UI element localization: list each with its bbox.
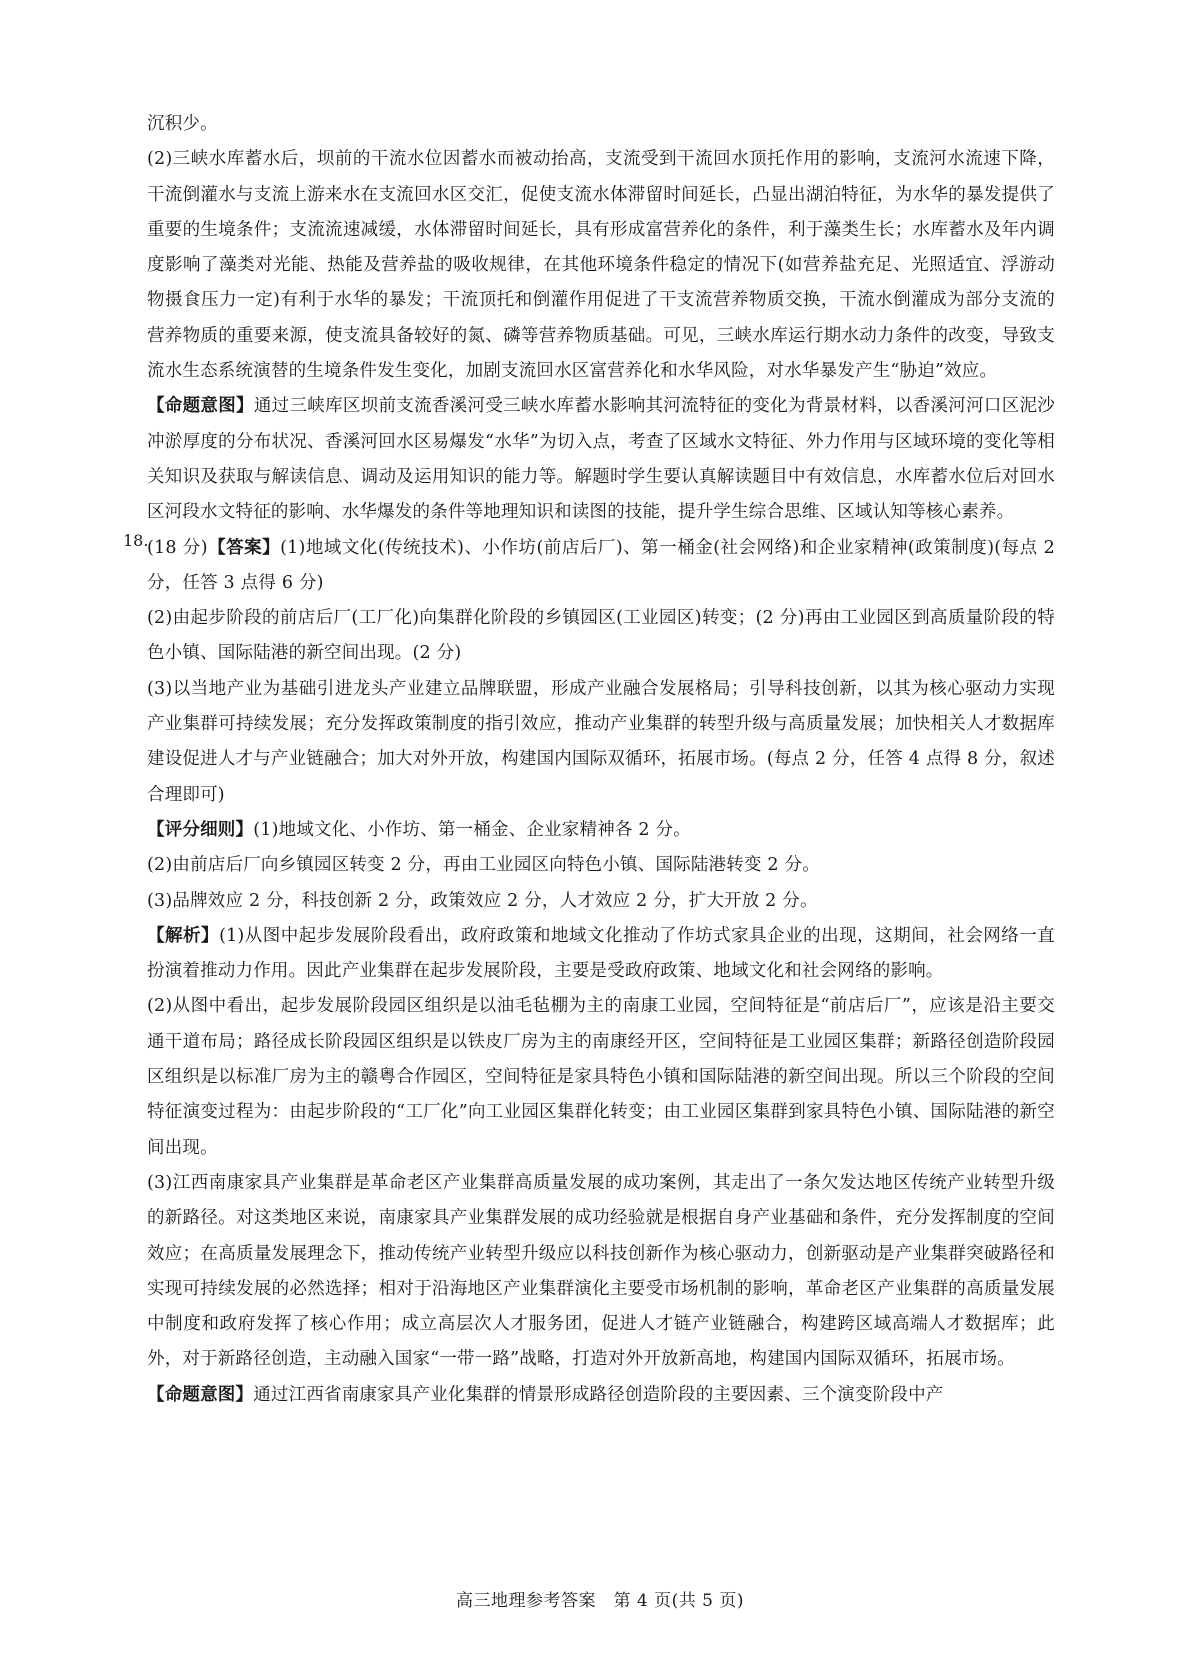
- grading-tag: 【评分细则】: [147, 819, 254, 840]
- intent-text: 通过三峡库区坝前支流香溪河受三峡水库蓄水影响其河流特征的变化为背景材料，以香溪河河口区泥沙冲淤厚度的分布状况、香溪河回水区易爆发“水华”为切入点，考查了区域水文特征、外力作用与区域环境的变化等相关知识及获取与解读信息、调动及运用知识的能力等。解题时学生要认真解读题目中有效信息，水库蓄水位后对回水区河段水文特征的影响、水华爆发的条件等地理知识和读图的技能，提升学生综合思维、区域认知等核心素养。: [147, 396, 1056, 523]
- answer-part2: (2)由起步阶段的前店后厂(工厂化)向集群化阶段的乡镇园区(工业园区)转变；(2 分)再由工业园区到高质量阶段的特色小镇、国际陆港的新空间出现。(2 分): [147, 608, 1055, 664]
- answer-page-body: [123, 107, 1056, 1413]
- grading-line-1: [147, 813, 1055, 848]
- answer-part1: [147, 531, 1055, 602]
- score-label: (18 分): [147, 537, 208, 558]
- paragraph-q17-part2: (2)三峡水库蓄水后，坝前的干流水位因蓄水而被动抬高，支流受到干流回水顶托作用的影响，支流河水流速下降，干流倒灌水与支流上游来水在支流回水区交汇，促使支流水体滞留时间延长，凸显出湖泊特征，为水华的暴发提供了重要的生境条件；支流流速减缓，水体滞留时间延长，具有形成富营养化的条件，利于藻类生长；水库蓄水及年内调度影响了藻类对光能、热能及营养盐的吸收规律，在其他环境条件稳定的情况下(如营养盐充足、光照适宜、浮游动物摄食压力一定)有利于水华的暴发；干流顶托和倒灌作用促进了干支流营养物质交换，干流水倒灌成为部分支流的营养物质的重要来源，使支流具备较好的氮、磷等营养物质基础。可见，三峡水库运行期水动力条件的改变，导致支流水生态系统演替的生境条件发生变化，加剧支流回水区富营养化和水华风险，对水华暴发产生“胁迫”效应。: [147, 149, 1055, 382]
- grading-text-1: (1)地域文化、小作坊、第一桶金、企业家精神各 2 分。: [253, 819, 691, 840]
- answer-text-1: (1)地域文化(传统技术)、小作坊(前店后厂)、第一桶金(社会网络)和企业家精神(政策制度)(每点 2 分，任答 3 点得 6 分): [147, 537, 1055, 593]
- analysis-part2: (2)从图中看出，起步发展阶段园区组织是以油毛毡棚为主的南康工业园，空间特征是“前店后厂”，应该是沿主要交通干道布局；路径成长阶段园区组织是以铁皮厂房为主的南康经开区，空间特征是工业园区集群；新路径创造阶段园区组织是以标准厂房为主的赣粤合作园区，空间特征是家具特色小镇和国际陆港的新空间出现。所以三个阶段的空间特征演变过程为：由起步阶段的“工厂化”向工业园区集群化转变；由工业园区集群到家具特色小镇、国际陆港的新空间出现。: [147, 996, 1055, 1158]
- intent-text-2: 通过江西省南康家具产业化集群的情景形成路径创造阶段的主要因素、三个演变阶段中产: [253, 1384, 944, 1405]
- page-footer: 高三地理参考答案 第 4 页(共 5 页): [455, 1591, 744, 1611]
- paragraph-q17-intent: [147, 389, 1055, 530]
- intent-tag-2: 【命题意图】: [147, 1384, 254, 1405]
- analysis-tag: 【解析】: [147, 925, 220, 946]
- answer-part3: (3)以当地产业为基础引进龙头产业建立品牌联盟，形成产业融合发展格局；引导科技创新，以其为核心驱动力实现产业集群可持续发展；充分发挥政策制度的指引效应，推动产业集群的转型升级与高质量发展；加快相关人才数据库建设促进人才与产业链融合；加大对外开放，构建国内国际双循环，拓展市场。(每点 2 分，任答 4 点得 8 分，叙述合理即可): [147, 678, 1055, 805]
- paragraph-continuation: 沉积少。: [147, 114, 218, 134]
- intent-tag: 【命题意图】: [147, 396, 254, 417]
- analysis-part3: (3)江西南康家具产业集群是革命老区产业集群高质量发展的成功案例，其走出了一条欠发达地区传统产业转型升级的新路径。对这类地区来说，南康家具产业集群发展的成功经验就是根据自身产业基础和条件，充分发挥制度的空间效应；在高质量发展理念下，推动传统产业转型升级应以科技创新作为核心驱动力，创新驱动是产业集群突破路径和实现可持续发展的必然选择；相对于沿海地区产业集群演化主要受市场机制的影响，革命老区产业集群的高质量发展中制度和政府发挥了核心作用；成立高层次人才服务团，促进人才链产业链融合，构建跨区域高端人才数据库；此外，对于新路径创造，主动融入国家“一带一路”战略，打造对外开放新高地，构建国内国际双循环，拓展市场。: [147, 1172, 1055, 1370]
- grading-line-2: (2)由前店后厂向乡镇园区转变 2 分，再由工业园区向特色小镇、国际陆港转变 2 分。: [147, 855, 820, 876]
- question-18: [123, 530, 1055, 602]
- paragraph-q18-intent: [147, 1378, 1055, 1413]
- question-number: 18.: [123, 530, 149, 550]
- grading-line-3: (3)品牌效应 2 分，科技创新 2 分，政策效应 2 分，人才效应 2 分，扩大开放 2 分。: [147, 890, 818, 911]
- analysis-part1: [147, 919, 1055, 990]
- answer-tag: 【答案】: [207, 537, 281, 558]
- analysis-text-1: (1)从图中起步发展阶段看出，政府政策和地域文化推动了作坊式家具企业的出现，这期间，社会网络一直扮演着推动力作用。因此产业集群在起步发展阶段，主要是受政府政策、地域文化和社会网络的影响。: [147, 925, 1055, 982]
